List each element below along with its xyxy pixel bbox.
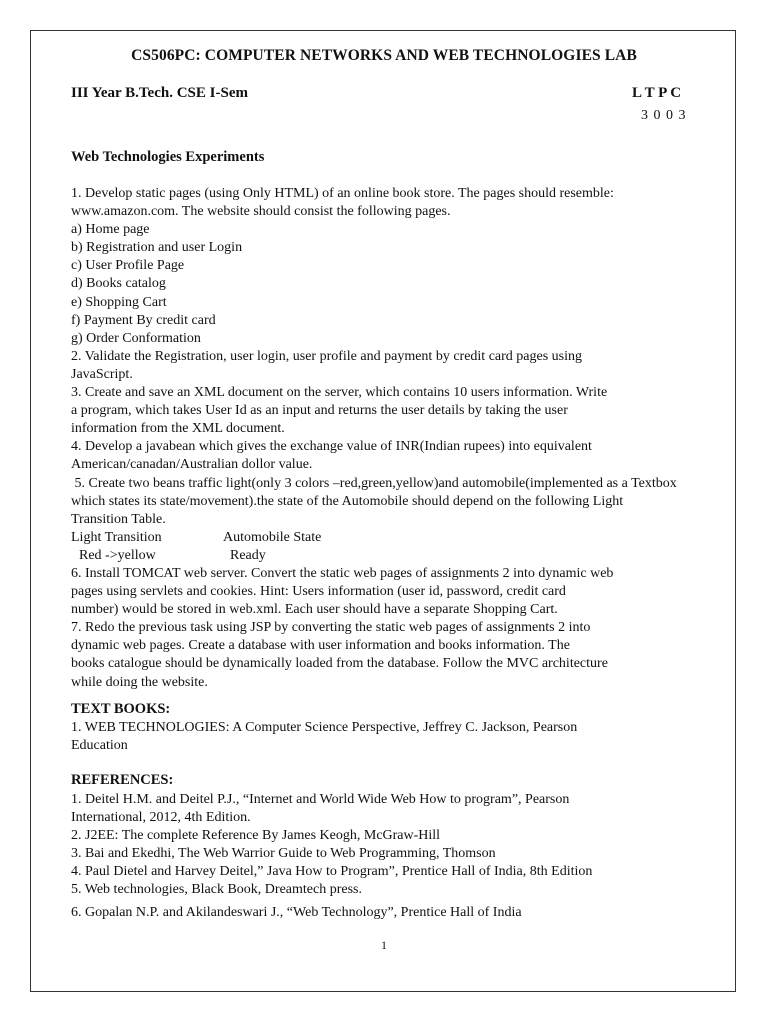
transition-table-header-row xyxy=(71,529,677,547)
list-item: dynamic web pages. Create a database with user information and books information. The xyxy=(71,638,570,654)
list-item: books catalogue should be dynamically loaded from the database. Follow the MVC architecture xyxy=(71,656,608,672)
table-cell-light: Red ->yellow xyxy=(79,547,156,563)
year-semester: III Year B.Tech. CSE I-Sem xyxy=(71,85,248,101)
list-item: 6. Install TOMCAT web server. Convert the static web pages of assignments 2 into dynamic web xyxy=(71,565,614,581)
table-header-light: Light Transition xyxy=(71,529,162,545)
list-item: 3. Bai and Ekedhi, The Web Warrior Guide to Web Programming, Thomson xyxy=(71,846,496,862)
list-item: c) User Profile Page xyxy=(71,258,185,274)
ltpc-label: L T P C xyxy=(632,85,682,101)
list-item: 2. Validate the Registration, user login, user profile and payment by credit card pages using xyxy=(71,348,582,364)
experiments-list xyxy=(71,185,677,692)
list-item: Transition Table. xyxy=(71,511,166,527)
list-item: number) would be stored in web.xml. Each user should have a separate Shopping Cart. xyxy=(71,602,558,618)
list-item: 2. J2EE: The complete Reference By James Keogh, McGraw-Hill xyxy=(71,828,441,844)
list-item: 1. WEB TECHNOLOGIES: A Computer Science Perspective, Jeffrey C. Jackson, Pearson xyxy=(71,720,578,735)
list-item: 1. Develop static pages (using Only HTML) of an online book store. The pages should resemble: xyxy=(71,186,614,201)
text-books-list xyxy=(71,719,577,755)
list-item: 4. Develop a javabean which gives the exchange value of INR(Indian rupees) into equivalent xyxy=(71,439,592,455)
list-item: www.amazon.com. The website should consist the following pages. xyxy=(71,204,451,220)
list-item: f) Payment By credit card xyxy=(71,312,216,328)
transition-table-row xyxy=(71,547,677,565)
page-number: 1 xyxy=(381,938,387,952)
list-item: while doing the website. xyxy=(71,674,208,690)
experiments-heading: Web Technologies Experiments xyxy=(71,149,265,165)
list-item: International, 2012, 4th Edition. xyxy=(71,810,251,826)
table-cell-automobile: Ready xyxy=(230,547,266,563)
list-item: 4. Paul Dietel and Harvey Deitel,” Java How to Program”, Prentice Hall of India, 8th Edition xyxy=(71,864,593,880)
list-item: 5. Create two beans traffic light(only 3 colors –red,green,yellow)and automobile(implemented as a Textbox xyxy=(71,475,677,491)
list-item: a) Home page xyxy=(71,222,150,238)
list-item: g) Order Conformation xyxy=(71,330,201,346)
list-item: JavaScript. xyxy=(71,366,133,382)
list-item: b) Registration and user Login xyxy=(71,240,243,256)
ltpc-values: 3 0 0 3 xyxy=(641,108,687,123)
list-item: a program, which takes User Id as an input and returns the user details by taking the user xyxy=(71,403,568,419)
list-item: 3. Create and save an XML document on the server, which contains 10 users information. Write xyxy=(71,385,608,401)
page-title: CS506PC: COMPUTER NETWORKS AND WEB TECHNOLOGIES LAB xyxy=(131,47,637,64)
references-list xyxy=(71,791,592,900)
list-item: 7. Redo the previous task using JSP by converting the static web pages of assignments 2 into xyxy=(71,620,591,636)
text-books-heading: TEXT BOOKS: xyxy=(71,701,171,717)
list-item: which states its state/movement).the state of the Automobile should depend on the following Light xyxy=(71,493,624,509)
list-item: e) Shopping Cart xyxy=(71,294,167,310)
list-item: American/canadan/Australian dollor value. xyxy=(71,457,313,473)
list-item: Education xyxy=(71,738,128,754)
list-item: 5. Web technologies, Black Book, Dreamtech press. xyxy=(71,882,362,898)
references-heading: REFERENCES: xyxy=(71,772,174,788)
list-item: information from the XML document. xyxy=(71,421,285,437)
list-item: 1. Deitel H.M. and Deitel P.J., “Internet and World Wide Web How to program”, Pearson xyxy=(71,792,570,807)
table-header-automobile: Automobile State xyxy=(223,529,322,545)
reference-last-item: 6. Gopalan N.P. and Akilandeswari J., “Web Technology”, Prentice Hall of India xyxy=(71,905,522,920)
list-item: d) Books catalog xyxy=(71,276,166,292)
list-item: pages using servlets and cookies. Hint: Users information (user id, password, credit card xyxy=(71,584,566,600)
